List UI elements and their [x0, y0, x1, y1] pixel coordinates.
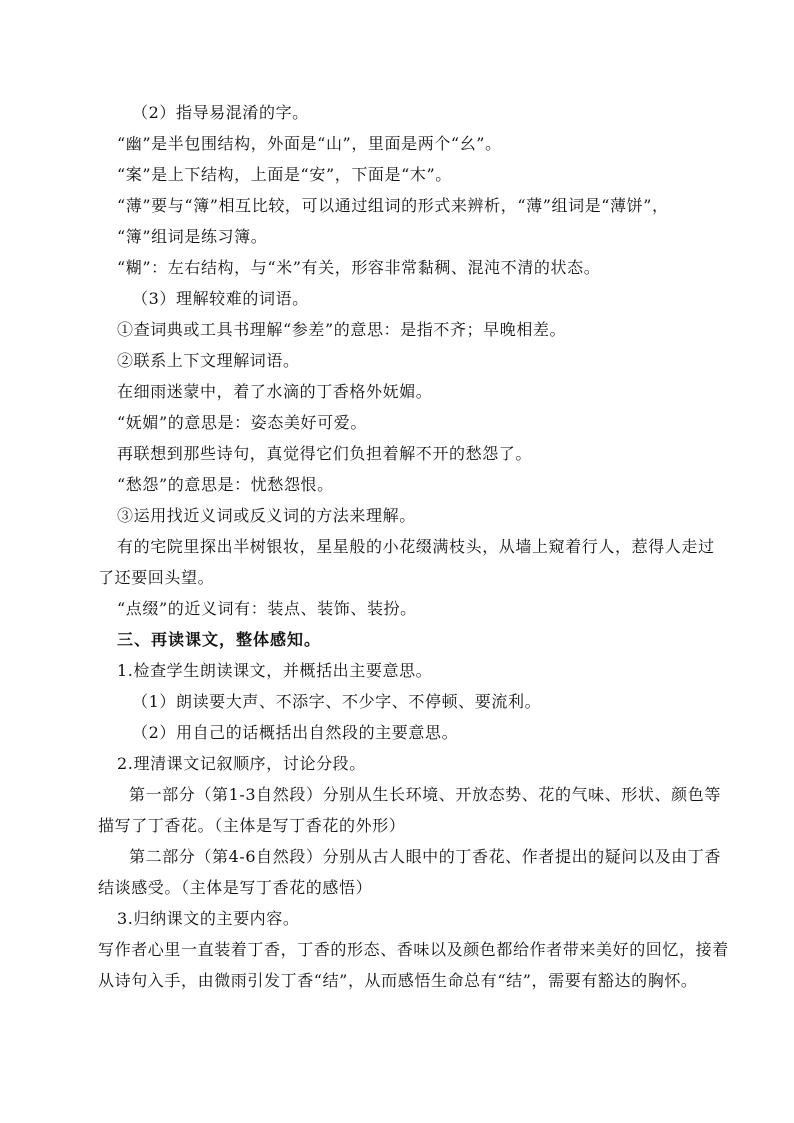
section-heading: 三、再读课文，整体感知。 [117, 630, 322, 649]
text-line: （2）指导易混淆的字。 [132, 103, 309, 122]
text-line: 第二部分（第4-6自然段）分别从古人眼中的丁香花、作者提出的疑问以及由丁香 [129, 847, 721, 866]
text-line: 描写了丁香花。（主体是写丁香花的外形） [98, 816, 406, 835]
text-line: “妩媚”的意思是：姿态美好可爱。 [117, 413, 367, 432]
text-line: ②联系上下文理解词语。 [117, 351, 300, 370]
text-line: 结谈感受。（主体是写丁香花的感悟） [98, 878, 373, 897]
text-line: 再联想到那些诗句，真觉得它们负担着解不开的愁怨了。 [117, 444, 533, 463]
text-line: “糊”：左右结构，与“米”有关，形容非常黏稠、混沌不清的状态。 [117, 258, 601, 277]
text-line: “幽”是半包围结构，外面是“山”，里面是两个“幺”。 [117, 134, 502, 153]
text-line: “点缀”的近义词有：装点、装饰、装扮。 [117, 599, 417, 618]
text-line: （1）朗读要大声、不添字、不少字、不停顿、要流利。 [132, 692, 542, 711]
text-line: 从诗句入手，由微雨引发丁香“结”，从而感悟生命总有“结”，需要有豁达的胸怀。 [98, 971, 698, 990]
text-line: ③运用找近义词或反义词的方法来理解。 [117, 506, 416, 525]
text-line: ①查词典或工具书理解“参差”的意思：是指不齐；早晚相差。 [117, 320, 567, 339]
text-line: 在细雨迷蒙中，着了水滴的丁香格外妩媚。 [117, 382, 433, 401]
text-line: “簿”组词是练习簿。 [117, 227, 268, 246]
text-line: 写作者心里一直装着丁香，丁香的形态、香味以及颜色都给作者带来美好的回忆，接着 [98, 940, 729, 959]
text-line: “愁怨”的意思是：忧愁怨恨。 [117, 475, 334, 494]
text-line: 1.检查学生朗读课文，并概括出主要意思。 [117, 661, 433, 680]
text-line: 有的宅院里探出半树银妆，星星般的小花缀满枝头，从墙上窥着行人，惹得人走过 [117, 537, 715, 556]
text-line: “薄”要与“簿”相互比较，可以通过组词的形式来辨析，“薄”组词是“薄饼”， [117, 196, 669, 215]
text-line: 了还要回头望。 [98, 568, 215, 587]
text-line: （3）理解较难的词语。 [132, 289, 309, 308]
text-line: 3.归纳课文的主要内容。 [117, 909, 300, 928]
text-line: “案”是上下结构，上面是“安”，下面是“木”。 [117, 165, 452, 184]
text-line: 2.理清课文记叙顺序，讨论分段。 [117, 754, 366, 773]
text-line: （2）用自己的话概括出自然段的主要意思。 [132, 723, 459, 742]
text-line: 第一部分（第1-3自然段）分别从生长环境、开放态势、花的气味、形状、颜色等 [129, 785, 721, 804]
